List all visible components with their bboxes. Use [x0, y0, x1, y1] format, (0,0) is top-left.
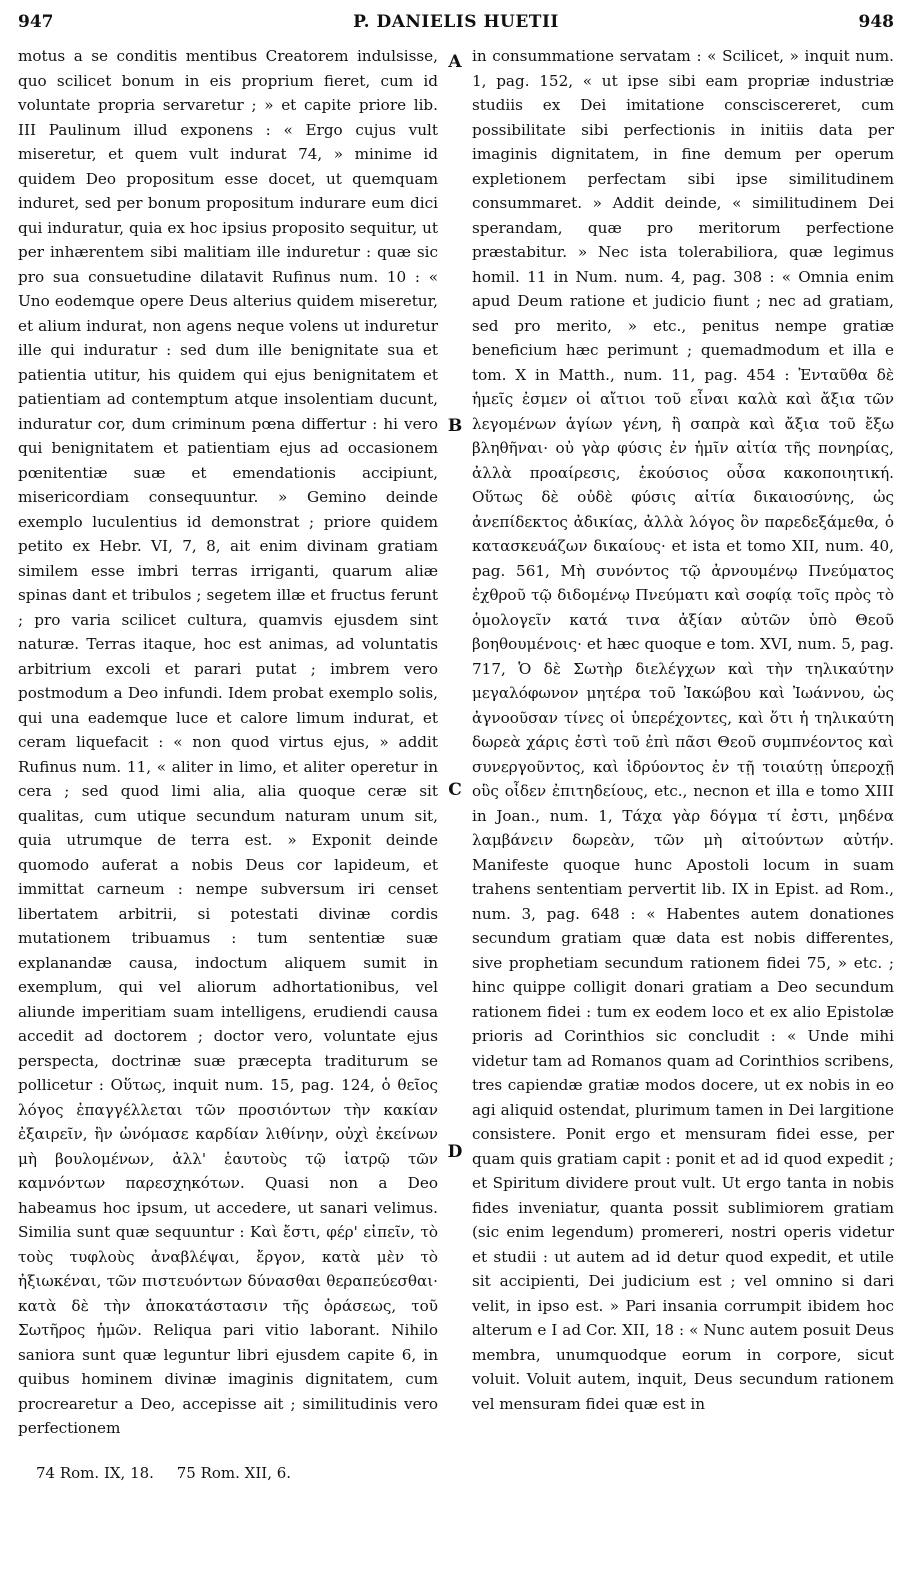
right-column — [472, 44, 894, 1456]
footnotes — [36, 1464, 596, 1482]
running-header — [18, 12, 894, 38]
footnote-74: 74 Rom. IX, 18. — [36, 1464, 154, 1482]
footnote-75: 75 Rom. XII, 6. — [176, 1464, 292, 1482]
left-column — [18, 44, 438, 1456]
left-column-text: motus a se conditis mentibus Creatorem indulsisse, quo scilicet bonum in eis proprium fieret, cum id voluntate propria servaretur ; » et capite priore lib. III Paulinum illud exponens : « Ergo cujus vult miseretur, et quem vult indurat 74, » minime id quidem Deo propositum esse docet, ut quemquam induret, sed per bonum propositum indurare eum dici qui induratur, quia ex hoc ipsius proposito sequitur, ut per inhærentem sibi malitiam ille induretur : quæ sic pro sua consuetudine dilatavit Rufinus num. 10 : « Uno eodemque opere Deus alterius quidem miseretur, et alium indurat, non agens neque volens ut induretur ille qui induratur : sed dum ille benignitate sua et patientia utitur, his quidem qui ejus benignitatem et patientiam ad contemptum atque insolentiam ducunt, induratur cor, dum criminum pœna differtur : hi vero qui benignitatem et patientiam ejus ad occasionem pœnitentiæ suæ et emendationis accipiunt, misericordiam consequuntur. » Gemino deinde exemplo luculentius id demonstrat ; priore quidem petito ex Hebr. VI, 7, 8, ait enim divinam gratiam similem esse imbri terras irriganti, quarum aliæ spinas dant et tribulos ; segetem illæ et fructus ferunt ; pro varia scilicet cultura, quamvis ejusdem sint naturæ. Terras itaque, hoc est animas, ad voluntatis arbitrium excoli et parari putat ; imbrem vero postmodum a Deo infundi. Idem probat exemplo solis, qui una eademque luce et calore limum indurat, et ceram liquefacit : « non quod virtus ejus, » addit Rufinus num. 11, « aliter in limo, et aliter operetur in cera ; sed quod limi alia, alia quoque ceræ sit qualitas, cum utique secundum naturam unum sit, quia utrumque de terra est. » Exponit deinde quomodo auferat a nobis Deus cor lapideum, et immittat carneum : nempe subversum iri censet libertatem arbitrii, si potestati divinæ cordis mutationem tribuamus : tum sententiæ suæ explanandæ causa, indoctum aliquem sumit in exemplum, qui vel aliorum adhortationibus, vel aliunde imperitiam suam intelligens, erudiendi causa accedit ad doctorem ; doctor vero, voluntate ejus perspecta, doctrinæ suæ præcepta traditurum se pollicetur : Οὕτως, inquit num. 15, pag. 124, ὁ θεῖος λόγος ἐπαγγέλλεται τῶν προσιόντων τὴν κακίαν ἐξαιρεῖν, ἣν ὠνόμασε καρδίαν λιθίνην, οὐχὶ ἐκείνων μὴ βουλομένων, ἀλλ' ἑαυτοὺς τῷ ἰατρῷ τῶν καμνόντων παρεσχηκότων. Quasi non a Deo habeamus hoc ipsum, ut accedere, ut sanari velimus. Similia sunt quæ sequuntur : Καὶ ἔστι, φέρ' εἰπεῖν, τὸ τοὺς τυφλοὺς ἀναβλέψαι, ἔργον, κατὰ μὲν τὸ ἠξιωκέναι, τῶν πιστευόντων δύνασθαι θεραπεύεσθαι· κατὰ δὲ τὴν ἀποκατάστασιν τῆς ὁράσεως, τοῦ Σωτῆρος ἡμῶν. Reliqua pari vitio laborant. Nihilo saniora sunt quæ leguntur libri ejusdem capite 6, in quibus hominem divinæ imaginis dignitatem, cum procrearetur a Deo, accepisse ait ; similitudinis vero perfectionem — [18, 47, 438, 1437]
page-number-right: 948 — [858, 12, 894, 32]
margin-marker-c: C — [448, 780, 462, 800]
page-number-left: 947 — [18, 12, 54, 32]
running-title: P. DANIELIS HUETII — [353, 12, 559, 32]
margin-marker-b: B — [447, 416, 463, 436]
right-column-text: in consummatione servatam : « Scilicet, » inquit num. 1, pag. 152, « ut ipse sibi eam propriæ industriæ studiis ex Dei imitatione consciscereret, cum possibilitate sibi perfectionis in initiis data per imaginis dignitatem, in fine demum per operum expletionem perfectam sibi ipse similitudinem consummaret. » Addit deinde, « similitudinem Dei sperandam, quæ pro meritorum perfectione præstabitur. » Nec ista tolerabiliora, quæ legimus homil. 11 in Num. num. 4, pag. 308 : « Omnia enim apud Deum ratione et judicio fiunt ; nec ad gratiam, sed pro merito, » etc., penitus nempe gratiæ beneficium hæc perimunt ; quemadmodum et illa e tom. X in Matth., num. 11, pag. 454 : Ἐνταῦθα δὲ ἡμεῖς ἐσμεν οἱ αἴτιοι τοῦ εἶναι καλὰ καὶ ἄξια τῶν λεγομένων ἁγίων γένη, ἢ σαπρὰ καὶ ἄξια τοῦ ἔξω βληθῆναι· οὐ γὰρ φύσις ἐν ἡμῖν αἰτία τῆς πονηρίας, ἀλλὰ προαίρεσις, ἑκούσιος οὖσα κακοποιητική. Οὕτως δὲ οὐδὲ φύσις αἰτία δικαιοσύνης, ὡς ἀνεπίδεκτος ἀδικίας, ἀλλὰ λόγος ὃν παρεδεξάμεθα, ὁ κατασκευάζων δικαίους· et ista et tomo XII, num. 40, pag. 561, Μὴ συνόντος τῷ ἀρνουμένῳ Πνεύματος ἐχθροῦ τῷ διδομένῳ Πνεύματι καὶ σοφίᾳ τοῖς πρὸς τὸ ὁμολογεῖν κατά τινα ἀξίαν αὐτῶν ὑπὸ Θεοῦ βοηθουμένοις· et hæc quoque e tom. XVI, num. 5, pag. 717, Ὁ δὲ Σωτὴρ διελέγχων καὶ τὴν τηλικαύτην μεγαλόφωνον μητέρα τοῦ Ἰακώβου καὶ Ἰωάννου, ὡς ἀγνοοῦσαν τίνες οἱ ὑπερέχοντες, καὶ ὅτι ἡ τηλικαύτη δωρεὰ χάρις ἐστὶ τοῦ ἐπὶ πᾶσι Θεοῦ συμπνέοντος καὶ συνεργοῦντος, καὶ ἱδρύοντος ἐν τῇ τοιαύτῃ ὑπεροχῇ οὓς οἶδεν ἐπιτηδείους, etc., necnon et illa e tomo XIII in Joan., num. 1, Τάχα γὰρ δόγμα τί ἐστι, μηδένα λαμβάνειν δωρεὰν, τῶν μὴ αἰτούντων αὐτήν. Manifeste quoque hunc Apostoli locum in suam trahens sententiam pervertit lib. IX in Epist. ad Rom., num. 3, pag. 648 : « Habentes autem donationes secundum gratiam quæ data est nobis differentes, sive prophetiam secundum rationem fidei 75, » etc. ; hinc quippe colligit donari gratiam a Deo secundum rationem fidei : tum ex eodem loco et ex alio Epistolæ prioris ad Corinthios sic concludit : « Unde mihi videtur tam ad Romanos quam ad Corinthios scribens, tres capiendæ gratiæ modos docere, ut ex nobis in eo agi aliquid ostendat, plurimum tamen in Dei largitione consistere. Ponit ergo et mensuram fidei esse, per quam quis gratiam capit : ponit et ad id quod expedit ; et Spiritum dividere prout vult. Ut ergo tanta in nobis fides inveniatur, quanta possit sublimiorem gratiam (sic enim legendum) promereri, nostri operis videtur et studii : ut autem ad id detur quod expedit, et utile sit accipienti, Dei judicium est ; vel omnino si dari velit, in ipso est. » Pari insania corrumpit ibidem hoc alterum e I ad Cor. XII, 18 : « Nunc autem posuit Deus membra, unumquodque eorum in corpore, sicut voluit. Voluit autem, inquit, Deus secundum rationem vel mensuram fidei quæ est in — [472, 47, 894, 1413]
margin-marker-a: A — [448, 52, 462, 72]
margin-marker-d: D — [447, 1142, 463, 1162]
